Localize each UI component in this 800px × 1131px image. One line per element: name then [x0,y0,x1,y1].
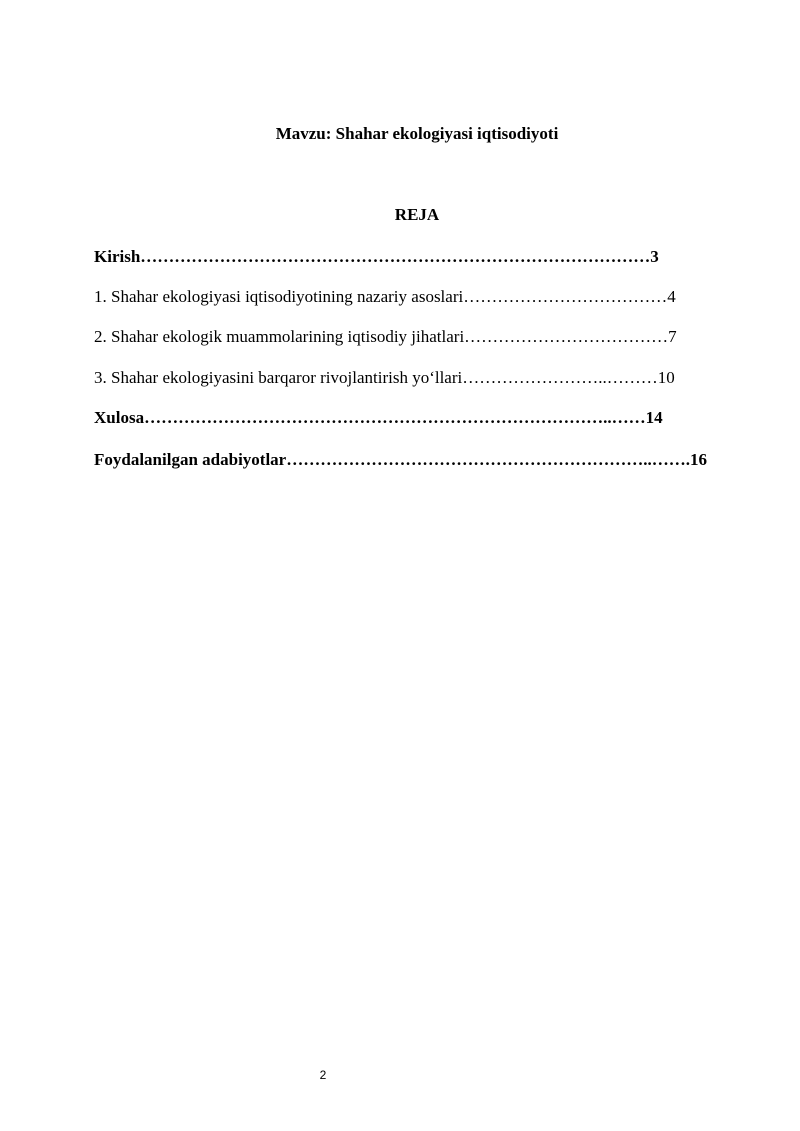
toc-entry-label: 1. Shahar ekologiyasi iqtisodiyotining nazariy asoslari [94,287,464,306]
toc-entry-page: 16 [689,450,707,469]
toc-entry-kirish [94,247,659,267]
toc-entry-xulosa [94,408,663,428]
toc-entry-leader: ……………………..……… [462,368,658,387]
toc-entry-label: Foydalanilgan adabiyotlar [94,450,287,469]
toc-entry-page: 14 [645,408,663,427]
document-title: Mavzu: Shahar ekologiyasi iqtisodiyoti [275,124,559,143]
toc-entry-leader: ………………………………………………………………………..…… [144,408,646,427]
toc-entry-label: 2. Shahar ekologik muammolarining iqtisodiy jihatlari [94,327,465,346]
toc-entry-page: 4 [667,287,676,306]
toc-entry-label: 3. Shahar ekologiyasini barqaror rivojlantirish yo‘llari [94,368,463,387]
toc-entry-leader: ……………………………………………………………………………… [140,247,651,266]
page-number: 2 [319,1068,327,1082]
toc-entry-page: 3 [650,247,659,266]
toc-entry-references [94,450,707,470]
toc-entry-leader: ……………………………… [463,287,668,306]
toc-entry-leader: ……………………………… [464,327,669,346]
toc-entry-leader: ………………………………………………………..……. [286,450,690,469]
toc-entry-label: Kirish [94,247,141,266]
toc-entry-chapter-1 [94,287,676,307]
toc-entry-chapter-3 [94,368,675,388]
plan-heading: REJA [394,205,440,224]
toc-entry-label: Xulosa [94,408,145,427]
toc-entry-page: 10 [657,368,675,387]
toc-entry-page: 7 [668,327,677,346]
toc-entry-chapter-2 [94,327,677,347]
